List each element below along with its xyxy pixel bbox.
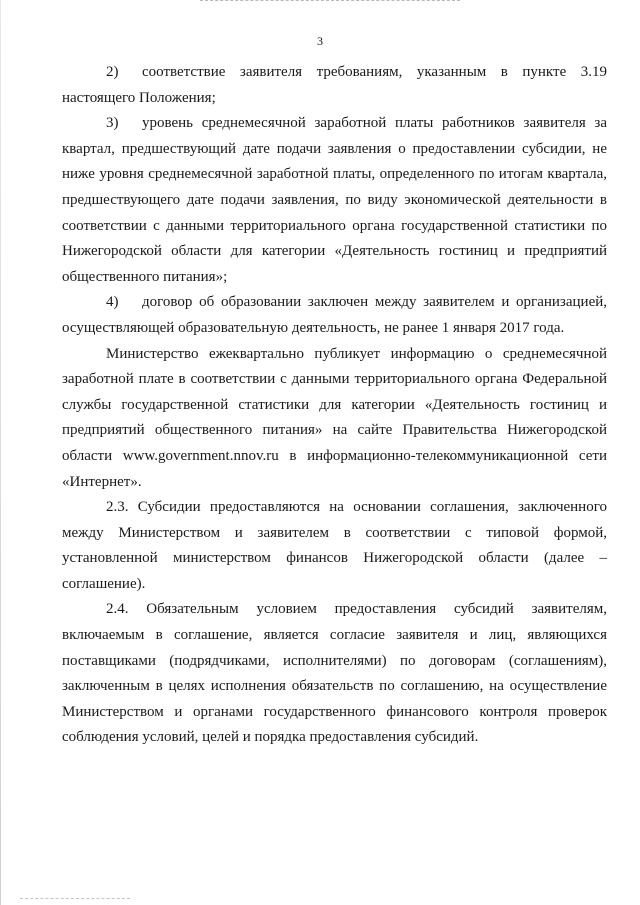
paragraph-2-3 <box>62 495 607 597</box>
paragraph-item-2 <box>62 60 607 111</box>
paragraph-ministry-publication <box>62 342 607 496</box>
list-number: 4) <box>106 294 119 311</box>
list-number: 3) <box>106 115 119 132</box>
list-number: 2) <box>106 64 119 80</box>
paragraph-text: соответствие заявителя требованиям, указанным в пункте 3.19 настоящего Положения; <box>62 64 607 106</box>
paragraph-text: 2.4. Обязательным условием предоставления субсидий заявителям, включаемым в соглашение, является согласие заявителя и лиц, являющихся поставщиками (подрядчиками, исполнителями) по договорам (соглашениям), заключенным в целях исполнения обязательств по соглашению, на осуществление Министерством и органами государственного финансового контроля проверок соблюдения условий, целей и порядка предоставления субсидий. <box>62 601 607 746</box>
scan-artifact-top <box>200 0 460 1</box>
scan-artifact-left <box>0 0 1 905</box>
page-number: 3 <box>317 34 323 48</box>
paragraph-text: уровень среднемесячной заработной платы работников заявителя за квартал, предшествующий дате подачи заявления о предоставлении субсидии, не ниже уровня среднемесячной заработной платы, определенного по итогам квартала, предшествующего дате подачи заявления, по виду экономической деятельности в соответствии с данными территориального органа государственной статистики по Нижегородской области для категории «Деятельность гостиниц и предприятий общественного питания»; <box>62 115 607 285</box>
paragraph-text: договор об образовании заключен между заявителем и организацией, осуществляющей образовательную деятельность, не ранее 1 января 2017 года. <box>62 294 607 336</box>
paragraph-text: Министерство ежеквартально публикует информацию о среднемесячной заработной плате в соответствии с данными территориального органа Федеральной службы государственной статистики для категории «Деятельность гостиниц и предприятий общественного питания» на сайте Правительства Нижегородской области www.government.nnov.ru в информационно-телекоммуникационной сети «Интернет». <box>62 345 607 490</box>
scan-artifact-bottom <box>20 898 130 899</box>
document-body <box>62 60 607 751</box>
paragraph-item-4 <box>62 290 607 341</box>
paragraph-2-4 <box>62 597 607 751</box>
paragraph-text: 2.3. Субсидии предоставляются на основании соглашения, заключенного между Министерством и заявителем в соответствии с типовой формой, установленной министерством финансов Нижегородской области (далее – соглашение). <box>62 499 607 592</box>
paragraph-item-3 <box>62 111 607 290</box>
